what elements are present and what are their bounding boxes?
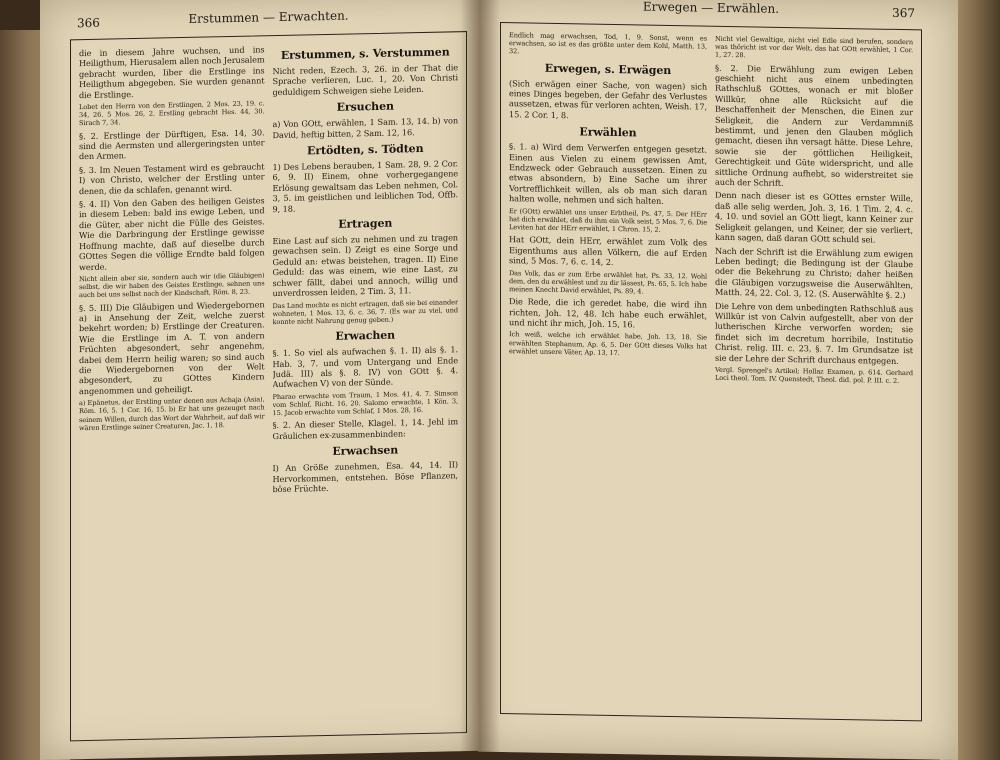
right-column-1 [509, 31, 707, 708]
body-paragraph: §. 1. a) Wird dem Verwerfen entgegen gesetzt. Einen aus Vielen zu einem gewissen Amt, Endzweck oder Gebrauch aussetzen. Einen zu etwas absondern, b) Eine Sache um ihrer Vortrefflichkeit willen, als ob man sich daran halten wolle, nehmen und sich halten. [509, 141, 707, 207]
citation-text: Das Volk, das er zum Erbe erwählet hat, Ps. 33, 12. Wohl dem, den du erwählest und zu dir lässest, Ps. 65, 5. Ich habe meinen Knecht David erwählet, Ps. 89, 4. [509, 268, 707, 296]
entry-heading: Ertödten, s. Tödten [307, 141, 424, 158]
body-paragraph: (Sich erwägen einer Sache, von wagen) sich eines Dinges begeben, der Gefahr des Verlustes aussetzen, etwas für verloren achten, Weish. 17, 15. 2 Cor. 1, 8. [509, 77, 707, 121]
left-page-number: 366 [77, 15, 100, 31]
body-paragraph: Nicht reden, Ezech. 3, 26. in der That die Sprache verlieren, Luc. 1, 20. Von Christi geduldigem Schweigen siehe Leiden. [272, 62, 458, 97]
body-paragraph: Die Rede, die ich geredet habe, die wird ihn richten, Joh. 12, 48. Ich habe euch erwählet, und nicht ihr mich, Joh. 15, 16. [509, 296, 707, 330]
entry-heading: Erwachsen [332, 443, 399, 459]
body-paragraph: §. 3. Im Neuen Testament wird es gebraucht I) von Christo, welcher der Erstling unter denen, die da schlafen, genannt wird. [79, 161, 265, 196]
left-column-1 [79, 44, 265, 732]
right-column-2 [715, 35, 913, 712]
body-paragraph: I) An Größe zunehmen, Esa. 44, 14. II) Hervorkommen, entstehen. Böse Pflanzen, böse Früchte. [272, 459, 458, 495]
left-running-head: Erstummen — Erwachten. [188, 8, 349, 26]
body-paragraph: Die Lehre von dem unbedingten Rathschluß aus Willkür ist von Calvin aufgestellt, aber von der lutherischen Kirche verworfen worden; sie findet sich im decretum horribile, Institutio Christ. relig. III. c. 23, §. 7. Im Grundsatze ist sie der Lehre der Schrift durchaus entgegen. [715, 300, 913, 366]
entry-heading: Erwählen [579, 125, 637, 140]
body-paragraph: §. 1. So viel als aufwachen §. 1. II) als §. 1. Hab. 3, 7. und vom Untergang und Ende Judä. III) als §. 8. IV) von GOtt §. 4. Aufwachen V) von der Sünde. [272, 344, 458, 390]
entry-heading: Ersuchen [336, 99, 394, 115]
body-paragraph: die in diesem Jahre wuchsen, und ins Heiligthum, Hierusalem allen noch Jerusalem gebracht wurden, Iiber die Erstlinge ins Heiligthum abgegeben. Sie wurden genannt die Erstlinge. [79, 44, 265, 100]
right-page-number: 367 [892, 5, 915, 21]
body-paragraph: §. 4. II) Von den Gaben des heiligen Geistes in diesem Leben: bald ins ewige Leben, und die Güter, aber nicht die Fülle des Geistes. Wie die Darbringung der Erstlinge gewisse Hoffnung machte, daß auf dieselbe durch GOttes Segen die völlige Erndte bald folgen werde. [79, 195, 265, 272]
body-paragraph: a) Von GOtt, erwählen, 1 Sam. 13, 14. b) von David, heftig bitten, 2 Sam. 12, 16. [272, 115, 458, 140]
body-paragraph: §. 5. III) Die Gläubigen und Wiedergebornen a) in Ansehung der Zeit, welche zuerst bekehrt worden; b) Erstlinge der Creaturen. Wie die Erstlinge im A. T. von andern Früchten abgesondert, sehr angenehm, dabei dem Herrn heilig waren; so sind auch die Wiedergebornen von der Welt abgesondert, zu GOttes Kindern angenommen und geheiligt. [79, 298, 265, 396]
entry-heading: Erwegen, s. Erwägen [544, 61, 672, 77]
citation-text: Vergl. Sprengel's Artikel; Hollaz Examen, p. 614. Gerhard Loci theol. Tom. IV. Quenstedt, Theol. did. pol. P. III. c. 2. [715, 365, 913, 386]
body-paragraph: Nach der Schrift ist die Erwählung zum ewigen Leben bedingt; die Bedingung ist der Glaube oder die Bekehrung zu Christo; daher heißen die Gläubigen vorzugsweise die Auserwählten, Matth. 24, 22. Col. 3, 12. (S. Auserwählte §. 2.) [715, 245, 913, 301]
body-paragraph: Hat GOtt, dein HErr, erwählet zum Volk des Eigenthums aus allen Völkern, die auf Erden sind, 5 Mos. 7, 6. c. 14, 2. [509, 234, 707, 268]
right-running-head: Erwegen — Erwählen. [642, 0, 780, 16]
entry-heading: Erstummen, s. Verstummen [280, 45, 450, 62]
book-gutter-shadow [460, 0, 500, 760]
citation-text: Nicht viel Gewaltige, nicht viel Edle sind berufen, sondern was thöricht ist vor der Welt, das hat GOtt erwählet, 1 Cor. 1, 27. 28. [715, 34, 913, 60]
citation-text: Er (GOtt) erwählet uns unser Erbtheil, Ps. 47, 5. Der HErr hat dich erwählet, daß du ihm ein Volk seist, 5 Mos. 7, 6. Die Leviten hat der HErr erwählet, 1 Chron. 15, 2. [509, 206, 707, 234]
right-page-frame [500, 0, 922, 721]
left-page-frame [70, 8, 467, 741]
body-paragraph: §. 2. Erstlinge der Dürftigen, Esa. 14, 30. sind die Aermsten und allergeringsten unter den Armen. [79, 126, 265, 162]
citation-text: Lobet den Herrn von den Erstlingen, 2 Mos. 23, 19. c. 34, 26. 5 Mos. 26, 2. Erstling gebracht Hes. 44, 30. Sirach 7, 34. [79, 99, 265, 128]
body-paragraph: 1) Des Lebens berauben, 1 Sam. 28, 9. 2 Cor. 6, 9. II) Einem, ohne vorhergegangene Erlösung gewaltsam das Leben nehmen, Col. 3, 5. im geistlichen und leiblichen Tod, Offb. 9, 18. [272, 158, 458, 214]
body-paragraph: §. 2. An dieser Stelle, Klagel. 1, 14. Jehl im Gräulichen ex-zusammenbinden: [272, 416, 458, 441]
entry-heading: Erwachen [335, 328, 396, 343]
body-paragraph: Denn nach dieser ist es GOttes ernster Wille, daß alle selig werden, Joh. 3, 16. 1 Tim. 2, 4. c. 4, 10. und soviel an GOtt liegt, kann Keiner zur Seligkeit gelangen, und Keiner, der sie verliert, kann sagen, daß daran GOtt schuld sei. [715, 190, 913, 245]
body-paragraph: Eine Last auf sich zu nehmen und zu tragen gewachsen sein. I) Zeigt es eine Sorge und Geduld an: etwas beistehen, tragen. II) Eine Geduld: das was einem, wie eine Last, zu schwer fällt, dabei und annoch, willig und unverdrossen leiden, 2 Tim. 3, 11. [272, 232, 458, 299]
left-page [40, 0, 480, 760]
body-paragraph: §. 2. Die Erwählung zum ewigen Leben geschieht nicht aus einem unbedingten Rathschluß GOttes, wonach er mit bloßer Willkür, ohne alle Rücksicht auf die Beschaffenheit der Menschen, die Einen zur Seligkeit, die Andern zur Verdammniß bestimmt, und jenen den Glauben möglich gemacht, diesen ihn versagt hätte. Diese Lehre, sowie sie der göttlichen Heiligkeit, Gerechtigkeit und Güte widerspricht, und alle sittliche Ordnung aufhebt, so widerstreitet sie auch der Schrift. [715, 62, 913, 189]
citation-text: Ich weiß, welche ich erwählet habe, Joh. 13, 18. Sie erwählten Stephanum, Ap. 6, 5. Der GOtt dieses Volks hat erwählet unsere Väter, Ap. 13, 17. [509, 330, 707, 357]
entry-heading: Ertragen [338, 216, 393, 231]
citation-text: a) Epänetus, der Erstling unter denen aus Achaja (Asia), Röm. 16, 5. 1 Cor. 16, 15. b) Er hat uns gezeuget nach seinem Willen, durch das Wort der Wahrheit, auf daß wir wären Erstlinge seiner Creaturen, Jac. 1, 18. [79, 395, 265, 432]
citation-text: Nicht allein aber sie, sondern auch wir (die Gläubigen) selbst, die wir haben des Geistes Erstlinge, sehnen uns auch bei uns selbst nach der Kindschaft, Röm. 8, 23. [79, 271, 265, 300]
citation-text: Pharao erwachte vom Traum, 1 Mos. 41, 4. 7. Simson vom Schlaf, Richt. 16, 20. Salomo erwachte, 1 Kön. 3, 15. Jacob erwachte vom Schlaf, 1 Mos. 28, 16. [272, 388, 458, 418]
right-page [478, 0, 958, 760]
citation-text: Endlich mag erwachsen, Tod, 1, 9. Sonst, wenn es erwachsen, so ist es das größte unter dem Kohl, Matth. 13, 32. [509, 31, 707, 56]
citation-text: Das Land mochte es nicht ertragen, daß sie bei einander wohneten, 1 Mos. 13, 6. c. 36, 7. (Es war zu viel, und konnte nicht Nahrung genug geben.) [272, 297, 458, 327]
left-column-2 [273, 40, 459, 728]
